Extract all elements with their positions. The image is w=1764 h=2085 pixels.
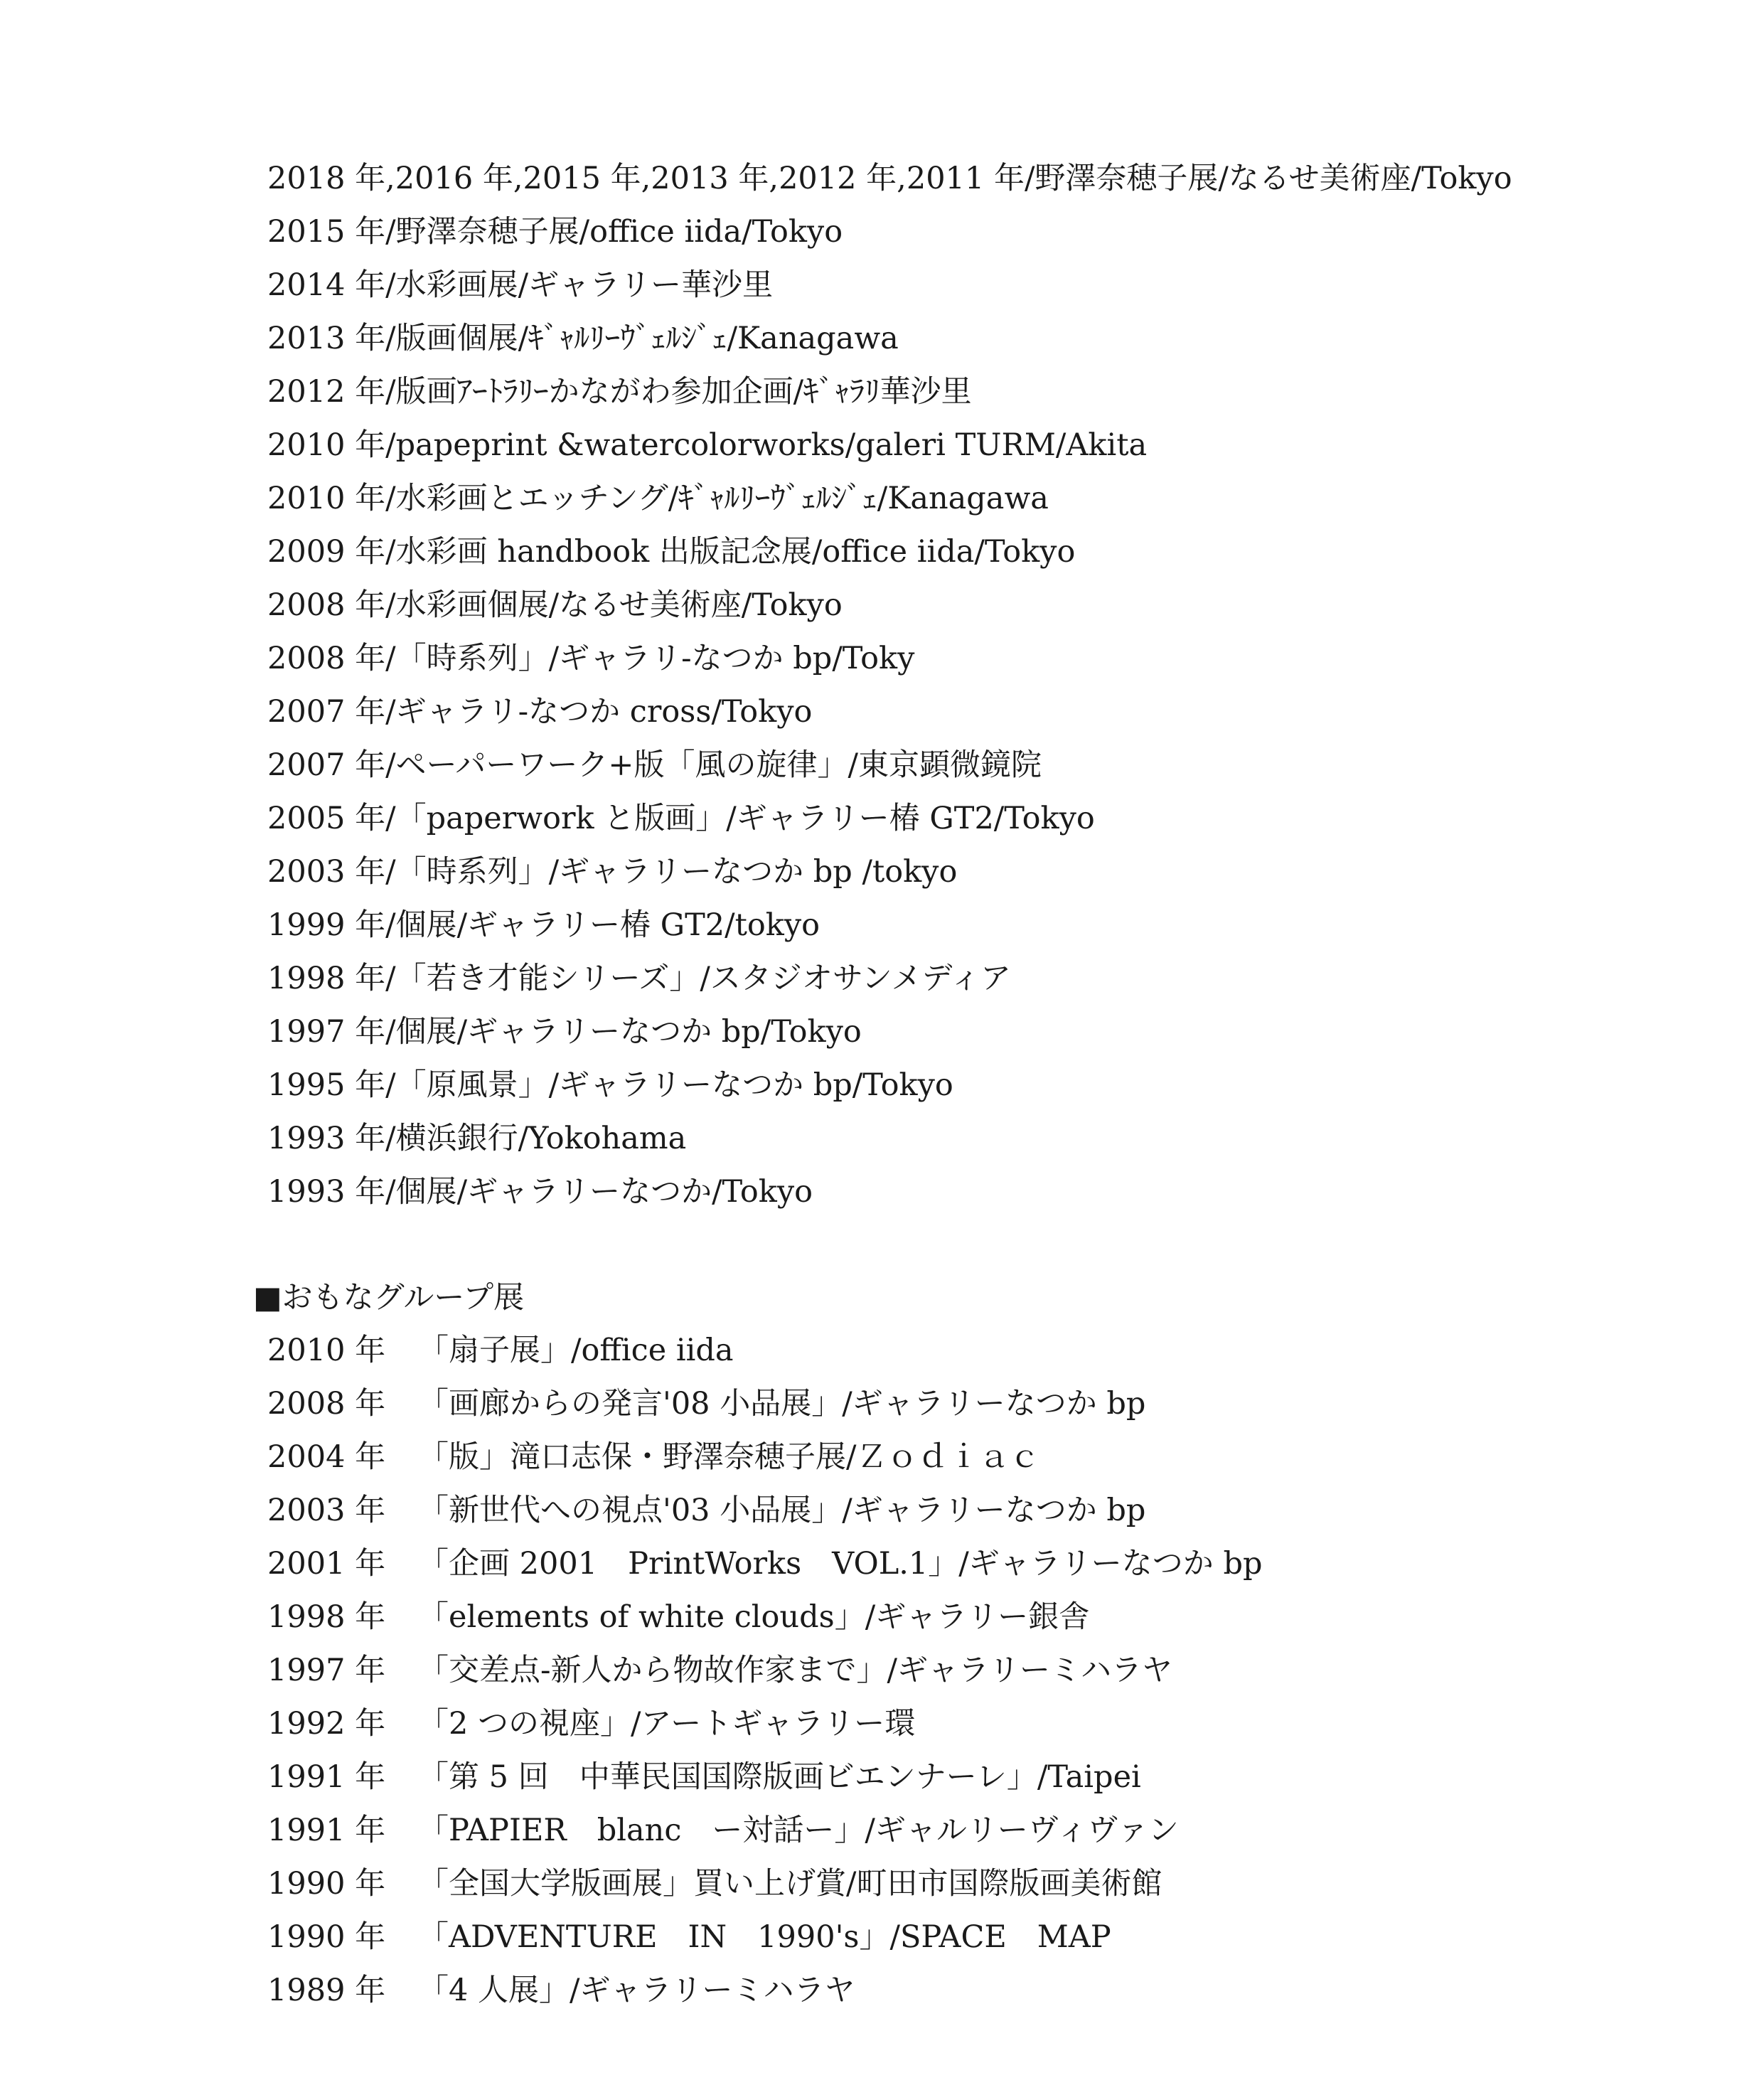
solo-exhibition-item: 1997 年/個展/ギャラリーなつか bp/Tokyo bbox=[267, 1014, 862, 1050]
group-exhibition-year: 1989 年 bbox=[267, 1973, 386, 2008]
solo-exhibition-item: 1993 年/個展/ギャラリーなつか/Tokyo bbox=[267, 1174, 813, 1210]
solo-exhibition-item: 1993 年/横浜銀行/Yokohama bbox=[267, 1121, 687, 1156]
solo-exhibition-item: 2014 年/水彩画展/ギャラリー華沙里 bbox=[267, 267, 774, 303]
solo-exhibition-item: 2005 年/「paperwork と版画」/ギャラリー椿 GT2/Tokyo bbox=[267, 801, 1095, 836]
group-exhibition-year: 1991 年 bbox=[267, 1759, 386, 1795]
group-exhibition-year: 1990 年 bbox=[267, 1866, 386, 1902]
solo-exhibition-item: 2010 年/papeprint &watercolorworks/galeri TURM/Akita bbox=[267, 427, 1148, 463]
group-exhibition-year: 2010 年 bbox=[267, 1333, 386, 1368]
group-exhibitions-heading: ■おもなグループ展 bbox=[253, 1280, 525, 1316]
group-exhibition-item bbox=[267, 1431, 1689, 1484]
group-exhibition-item bbox=[267, 1377, 1689, 1431]
group-exhibition-year: 2001 年 bbox=[267, 1546, 386, 1582]
group-exhibition-item bbox=[267, 1537, 1689, 1591]
solo-exhibition-item: 1999 年/個展/ギャラリー椿 GT2/tokyo bbox=[267, 907, 820, 943]
group-exhibition-text: 「全国大学版画展」買い上げ賞/町田市国際版画美術館 bbox=[418, 1866, 1162, 1902]
group-exhibition-year: 1997 年 bbox=[267, 1653, 386, 1688]
group-exhibition-item bbox=[267, 1324, 1689, 1377]
solo-exhibition-item: 2015 年/野澤奈穂子展/office iida/Tokyo bbox=[267, 214, 843, 250]
group-exhibition-text: 「交差点-新人から物故作家まで」/ギャラリーミハラヤ bbox=[418, 1653, 1173, 1688]
solo-exhibition-item: 1995 年/「原風景」/ギャラリーなつか bp/Tokyo bbox=[267, 1067, 953, 1103]
group-exhibition-item bbox=[267, 1911, 1689, 1964]
solo-exhibition-item: 2008 年/「時系列」/ギャラリ-なつか bp/Toky bbox=[267, 641, 915, 676]
solo-exhibition-item: 2010 年/水彩画とエッチング/ｷﾞｬﾙﾘｰｳﾞｪﾙｼﾞｪ/Kanagawa bbox=[267, 481, 1049, 516]
group-exhibition-text: 「第 5 回 中華民国国際版画ビエンナーレ」/Taipei bbox=[418, 1759, 1141, 1795]
group-exhibition-item bbox=[267, 1964, 1689, 2017]
group-exhibition-item bbox=[267, 1857, 1689, 1911]
solo-exhibition-item: 2009 年/水彩画 handbook 出版記念展/office iida/Tokyo bbox=[267, 534, 1076, 570]
solo-exhibition-item: 2003 年/「時系列」/ギャラリーなつか bp /tokyo bbox=[267, 854, 958, 890]
group-exhibition-item bbox=[267, 1804, 1689, 1857]
group-exhibition-item bbox=[267, 1484, 1689, 1537]
solo-exhibition-item: 2008 年/水彩画個展/なるせ美術座/Tokyo bbox=[267, 587, 843, 623]
group-exhibition-item bbox=[267, 1697, 1689, 1751]
group-exhibition-text: 「ADVENTURE IN 1990's」/SPACE MAP bbox=[418, 1919, 1111, 1955]
solo-exhibition-item: 2012 年/版画ｱｰﾄﾗﾘｰかながわ参加企画/ｷﾞｬﾗﾘ華沙里 bbox=[267, 374, 972, 410]
group-exhibition-text: 「画廊からの発言'08 小品展」/ギャラリーなつか bp bbox=[418, 1386, 1146, 1422]
group-exhibition-text: 「2 つの視座」/アートギャラリー環 bbox=[418, 1706, 916, 1742]
group-exhibition-text: 「PAPIER blanc ー対話ー」/ギャルリーヴィヴァン bbox=[418, 1813, 1179, 1848]
group-exhibition-year: 1998 年 bbox=[267, 1599, 386, 1635]
group-exhibition-text: 「版」滝口志保・野澤奈穂子展/Ｚｏｄｉａｃ bbox=[418, 1439, 1040, 1475]
group-exhibition-year: 2003 年 bbox=[267, 1493, 386, 1528]
group-exhibition-item bbox=[267, 1644, 1689, 1697]
group-exhibition-text: 「新世代への視点'03 小品展」/ギャラリーなつか bp bbox=[418, 1493, 1146, 1528]
group-exhibition-text: 「elements of white clouds」/ギャラリー銀舎 bbox=[418, 1599, 1090, 1635]
solo-exhibition-item: 2018 年,2016 年,2015 年,2013 年,2012 年,2011 年/野澤奈穂子展/なるせ美術座/Tokyo bbox=[267, 161, 1512, 196]
solo-exhibition-list bbox=[267, 152, 1689, 1219]
solo-exhibition-item: 1998 年/「若き才能シリーズ」/スタジオサンメディア bbox=[267, 961, 1012, 996]
group-exhibition-item bbox=[267, 1751, 1689, 1804]
solo-exhibition-item: 2007 年/ギャラリ-なつか cross/Tokyo bbox=[267, 694, 813, 730]
group-exhibition-text: 「扇子展」/office iida bbox=[418, 1333, 734, 1368]
group-exhibition-year: 2004 年 bbox=[267, 1439, 386, 1475]
group-exhibition-text: 「企画 2001 PrintWorks VOL.1」/ギャラリーなつか bp bbox=[418, 1546, 1263, 1582]
group-exhibition-list bbox=[267, 1324, 1689, 2017]
group-exhibition-year: 1992 年 bbox=[267, 1706, 386, 1742]
group-exhibition-year: 1990 年 bbox=[267, 1919, 386, 1955]
solo-exhibition-item: 2013 年/版画個展/ｷﾞｬﾙﾘｰｳﾞｪﾙｼﾞｪ/Kanagawa bbox=[267, 321, 899, 356]
group-exhibition-year: 1991 年 bbox=[267, 1813, 386, 1848]
solo-exhibition-item: 2007 年/ペーパーワーク+版「風の旋律」/東京顕微鏡院 bbox=[267, 747, 1042, 783]
group-exhibition-item bbox=[267, 1591, 1689, 1644]
group-exhibition-year: 2008 年 bbox=[267, 1386, 386, 1422]
group-exhibition-text: 「4 人展」/ギャラリーミハラヤ bbox=[418, 1973, 855, 2008]
